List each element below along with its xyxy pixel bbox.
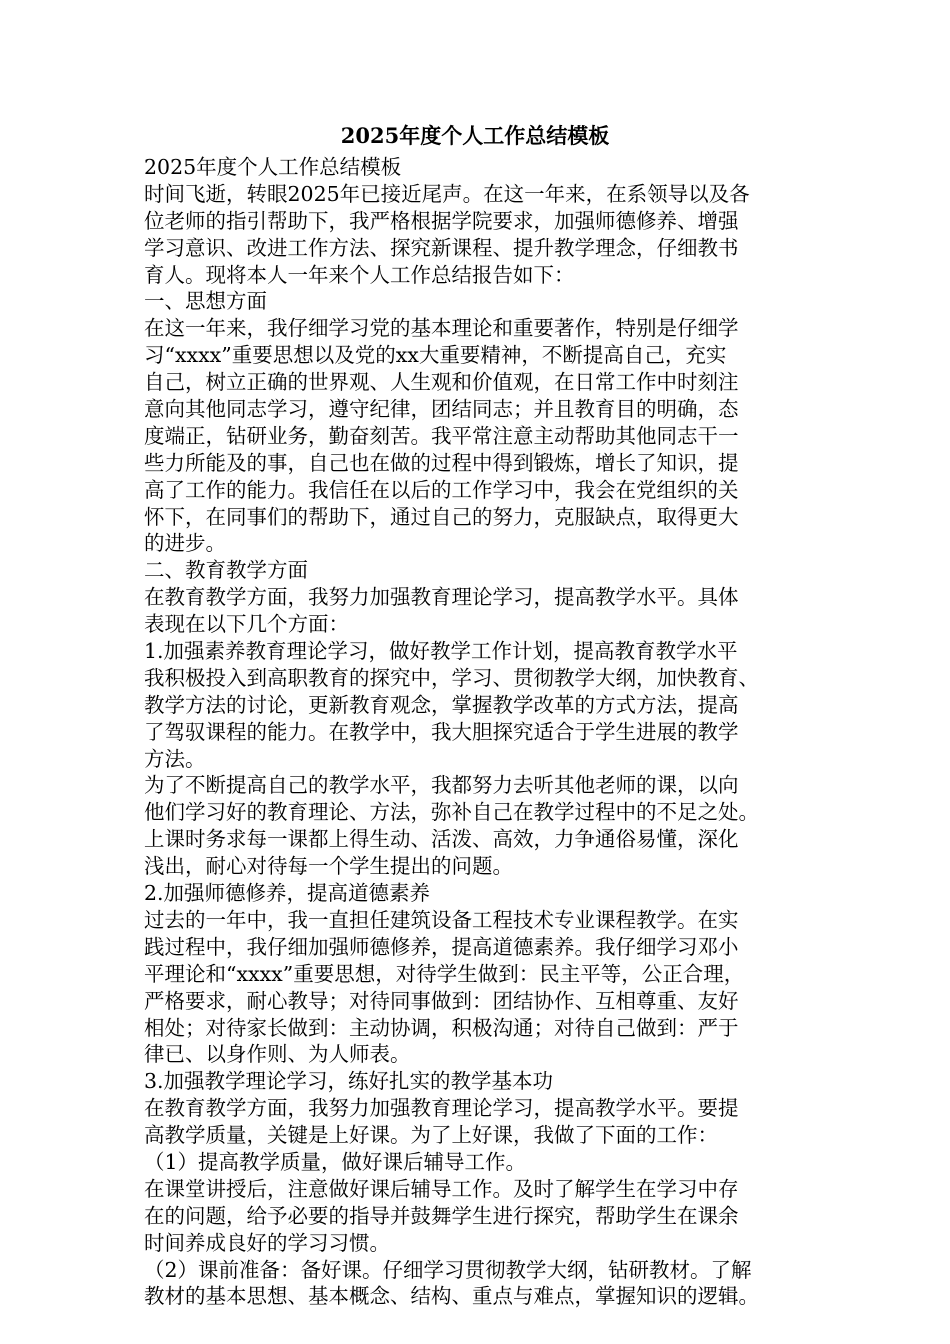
text-line: 3.加强教学理论学习，练好扎实的教学基本功 xyxy=(144,1069,554,1094)
text-line: 高了工作的能力。我信任在以后的工作学习中，我会在党组织的关 xyxy=(144,477,739,502)
text-line: 意向其他同志学习，遵守纪律，团结同志；并且教育目的明确，态 xyxy=(144,397,739,422)
text-line: 位老师的指引帮助下，我严格根据学院要求，加强师德修养、增强 xyxy=(144,208,739,233)
document-body xyxy=(144,154,806,1310)
text-line: 在的问题，给予必要的指导并鼓舞学生进行探究，帮助学生在课余 xyxy=(144,1203,739,1228)
text-line: 在教育教学方面，我努力加强教育理论学习，提高教学水平。具体 xyxy=(144,585,739,610)
text-line: 教材的基本思想、基本概念、结构、重点与难点，掌握知识的逻辑。 xyxy=(144,1284,759,1309)
text-line: 律已、以身作则、为人师表。 xyxy=(144,1042,411,1067)
text-line: 时间养成良好的学习习惯。 xyxy=(144,1230,390,1255)
text-line: 严格要求，耐心教导；对待同事做到：团结协作、互相尊重、友好 xyxy=(144,988,739,1013)
text-line: （1）提高教学质量，做好课后辅导工作。 xyxy=(144,1149,527,1174)
text-line: 2025年度个人工作总结模板 xyxy=(144,155,402,179)
text-line: 在教育教学方面，我努力加强教育理论学习，提高教学水平。要提 xyxy=(144,1096,739,1121)
text-line: 一、思想方面 xyxy=(144,289,267,314)
text-line: 在课堂讲授后，注意做好课后辅导工作。及时了解学生在学习中存 xyxy=(144,1176,739,1201)
text-line: 学习意识、改进工作方法、探究新课程、提升教学理念，仔细教书 xyxy=(144,235,739,260)
text-line: 过去的一年中，我一直担任建筑设备工程技术专业课程教学。在实 xyxy=(144,907,739,932)
text-line: 些力所能及的事，自己也在做的过程中得到锻炼，增长了知识，提 xyxy=(144,450,739,475)
text-line: 相处；对待家长做到：主动协调，积极沟通；对待自己做到：严于 xyxy=(144,1015,739,1040)
text-line: （2）课前准备：备好课。仔细学习贯彻教学大纲，钻研教材。了解 xyxy=(144,1257,752,1282)
text-line: 为了不断提高自己的教学水平，我都努力去听其他老师的课，以向 xyxy=(144,773,739,798)
text-line: 他们学习好的教育理论、方法，弥补自己在教学过程中的不足之处。 xyxy=(144,800,759,825)
text-line: 方法。 xyxy=(144,746,206,771)
text-line: 高教学质量，关键是上好课。为了上好课，我做了下面的工作： xyxy=(144,1123,718,1148)
document-title: 2025年度个人工作总结模板 xyxy=(340,123,610,148)
text-line: 践过程中，我仔细加强师德修养，提高道德素养。我仔细学习邓小 xyxy=(144,934,739,959)
text-line: 度端正，钻研业务，勤奋刻苦。我平常注意主动帮助其他同志干一 xyxy=(144,423,739,448)
text-line: 2.加强师德修养，提高道德素养 xyxy=(144,881,431,906)
text-line: 1.加强素养教育理论学习，做好教学工作计划，提高教育教学水平 xyxy=(144,639,738,664)
text-line: 怀下，在同事们的帮助下，通过自己的努力，克服缺点，取得更大 xyxy=(144,504,739,529)
text-line: 二、教育教学方面 xyxy=(144,558,308,583)
text-line: 了驾驭课程的能力。在教学中，我大胆探究适合于学生进展的教学 xyxy=(144,719,739,744)
text-line: 教学方法的讨论，更新教育观念，掌握教学改革的方式方法，提高 xyxy=(144,692,739,717)
text-line: 在这一年来，我仔细学习党的基本理论和重要著作，特别是仔细学 xyxy=(144,316,739,341)
text-line: 浅出，耐心对待每一个学生提出的问题。 xyxy=(144,854,513,879)
text-line: 上课时务求每一课都上得生动、活泼、高效，力争通俗易懂，深化 xyxy=(144,827,739,852)
text-line: 表现在以下几个方面： xyxy=(144,612,349,637)
text-line: 的进步。 xyxy=(144,531,226,556)
text-line: 我积极投入到高职教育的探究中，学习、贯彻教学大纲，加快教育、 xyxy=(144,665,759,690)
text-line: 育人。现将本人一年来个人工作总结报告如下： xyxy=(144,262,575,287)
text-line: 平理论和“xxxx”重要思想，对待学生做到：民主平等，公正合理， xyxy=(144,961,745,986)
text-line: 时间飞逝，转眼2025年已接近尾声。在这一年来，在系领导以及各 xyxy=(144,181,750,206)
document-page xyxy=(144,118,806,1310)
text-line: 自己，树立正确的世界观、人生观和价值观，在日常工作中时刻注 xyxy=(144,370,739,395)
text-line: 习“xxxx”重要思想以及党的xx大重要精神，不断提高自己，充实 xyxy=(144,343,727,368)
